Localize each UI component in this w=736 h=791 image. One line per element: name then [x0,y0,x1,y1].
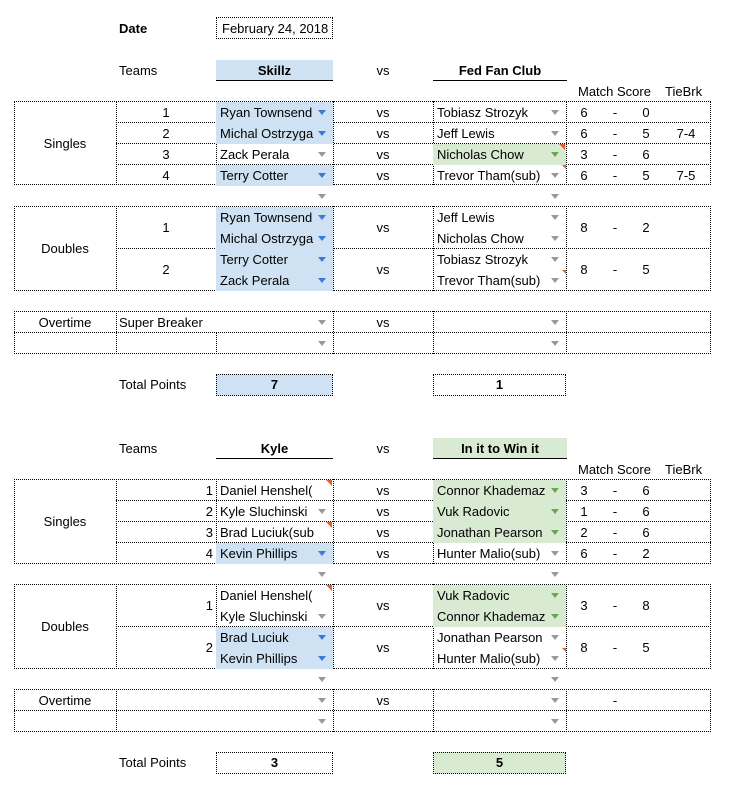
match-score-header: Match Score [578,84,651,99]
dropdown-arrow-icon[interactable] [318,194,326,199]
dropdown-arrow-icon[interactable] [551,257,559,262]
player-name: Nicholas Chow [437,147,524,162]
away-player-select[interactable] [433,165,566,186]
score-dash: - [612,126,618,141]
dropdown-arrow-icon[interactable] [318,110,326,115]
home-team-cell[interactable]: Skillz [216,60,333,81]
score-dash: - [612,640,618,655]
home-player-select[interactable] [216,270,333,291]
player-name: Tobiasz Strozyk [437,105,529,120]
dropdown-arrow-icon[interactable] [551,488,559,493]
player-name: Connor Khademaz [437,483,546,498]
comment-marker-icon [326,585,332,591]
vs-label: vs [376,262,390,277]
dropdown-arrow-icon[interactable] [551,677,559,682]
teams-label: Teams [119,441,158,456]
vs-label: vs [376,63,390,78]
score-dash: - [612,598,618,613]
overtime-type-select[interactable] [116,312,333,333]
match-number: 1 [205,598,213,613]
away-player-select[interactable] [433,606,566,627]
dropdown-arrow-icon[interactable] [318,278,326,283]
vs-label: vs [376,525,390,540]
dropdown-arrow-icon[interactable] [551,635,559,640]
home-player-select[interactable] [216,207,333,228]
player-name: Zack Perala [220,147,290,162]
home-player-select[interactable] [216,648,333,669]
score-home[interactable]: 3 [580,598,588,613]
score-home[interactable]: 8 [580,262,588,277]
player-name: Trevor Tham(sub) [437,168,541,183]
dropdown-arrow-icon[interactable] [318,635,326,640]
player-name: Connor Khademaz [437,609,546,624]
dropdown-arrow-icon[interactable] [551,173,559,178]
score-away[interactable]: 2 [642,546,650,561]
player-name: Vuk Radovic [437,588,510,603]
match-score-header: Match Score [578,462,651,477]
home-player-select[interactable] [216,165,333,186]
match-number: 4 [162,168,170,183]
away-total-points: 1 [433,374,566,396]
date-field[interactable] [216,17,333,39]
tiebreak-header: TieBrk [665,462,703,477]
score-home[interactable]: 1 [580,504,588,519]
away-player-select[interactable] [433,123,566,144]
away-player-select[interactable] [433,543,566,564]
vs-label: vs [376,147,390,162]
away-player-select[interactable] [433,270,566,291]
dropdown-arrow-icon[interactable] [318,131,326,136]
player-name: Ryan Townsend [220,105,313,120]
tiebreak-header: TieBrk [665,84,703,99]
player-name: Michal Ostrzyga [220,231,314,246]
score-home[interactable]: 6 [580,546,588,561]
score-dash: - [612,105,618,120]
dropdown-arrow-icon[interactable] [318,236,326,241]
match-number: 4 [205,546,213,561]
score-dash: - [612,220,618,235]
dropdown-arrow-icon[interactable] [318,215,326,220]
score-away[interactable]: 5 [642,126,650,141]
overtime-label: Overtime [38,693,92,708]
dropdown-arrow-icon[interactable] [551,236,559,241]
dropdown-arrow-icon[interactable] [318,677,326,682]
player-name: Brad Luciuk(sub [220,525,314,540]
player-name: Terry Cotter [220,168,288,183]
dropdown-arrow-icon[interactable] [551,341,559,346]
vs-label: vs [376,504,390,519]
vs-label: vs [376,441,390,456]
away-player-select[interactable] [433,480,566,501]
dropdown-arrow-icon[interactable] [551,320,559,325]
total-points-label: Total Points [119,755,187,770]
away-player-select[interactable] [433,228,566,249]
score-away[interactable]: 5 [642,262,650,277]
home-team-cell[interactable]: Kyle [216,438,333,459]
doubles-label: Doubles [41,241,89,256]
away-team-cell[interactable]: In it to Win it [433,438,567,459]
home-player-select[interactable] [216,102,333,123]
score-dash: - [612,546,618,561]
score-away[interactable]: 6 [642,525,650,540]
doubles-label: Doubles [41,619,89,634]
score-home[interactable]: 3 [580,483,588,498]
dropdown-arrow-icon[interactable] [318,719,326,724]
dropdown-arrow-icon[interactable] [318,173,326,178]
match-number: 2 [162,262,170,277]
home-player-select[interactable] [216,606,333,627]
tiebreak-score[interactable]: 7-5 [676,168,696,183]
comment-marker-icon [560,648,566,652]
date-label: Date [119,21,148,36]
score-dash: - [612,168,618,183]
vs-label: vs [376,105,390,120]
home-player-select[interactable] [216,543,333,564]
comment-marker-icon [560,165,566,169]
dropdown-arrow-icon[interactable] [551,530,559,535]
dropdown-arrow-icon[interactable] [551,614,559,619]
player-name: Jeff Lewis [437,210,495,225]
player-name: Kyle Sluchinski [220,609,308,624]
player-name: Zack Perala [220,273,290,288]
dropdown-arrow-icon[interactable] [551,572,559,577]
score-away[interactable]: 8 [642,598,650,613]
tiebreak-score[interactable]: 7-4 [676,126,696,141]
comment-marker-icon [559,144,565,150]
dropdown-arrow-icon[interactable] [551,698,559,703]
overtime-label: Overtime [38,315,92,330]
vs-label: vs [376,168,390,183]
dropdown-arrow-icon[interactable] [551,719,559,724]
score-dash: - [612,693,618,708]
score-away[interactable]: 6 [642,147,650,162]
date-value: February 24, 2018 [222,21,329,36]
away-player-select[interactable] [433,501,566,522]
dropdown-arrow-icon[interactable] [551,551,559,556]
away-player-select[interactable] [433,648,566,669]
score-away[interactable]: 5 [642,640,650,655]
score-dash: - [612,147,618,162]
dropdown-arrow-icon[interactable] [551,278,559,283]
dropdown-arrow-icon[interactable] [318,614,326,619]
vs-label: vs [376,220,390,235]
score-away[interactable]: 5 [642,168,650,183]
dropdown-arrow-icon[interactable] [551,194,559,199]
dropdown-arrow-icon[interactable] [318,341,326,346]
vs-label: vs [376,483,390,498]
dropdown-arrow-icon[interactable] [318,509,326,514]
away-player-select[interactable] [433,522,566,543]
score-away[interactable]: 6 [642,483,650,498]
player-name: Daniel Henshel( [220,588,313,603]
player-name: Hunter Malio(sub) [437,546,541,561]
singles-label: Singles [43,136,87,151]
player-name: Ryan Townsend [220,210,313,225]
dropdown-arrow-icon[interactable] [318,152,326,157]
score-away[interactable]: 2 [642,220,650,235]
player-name: Trevor Tham(sub) [437,273,541,288]
home-total-points: 3 [216,752,333,774]
match-number: 1 [162,105,170,120]
score-home[interactable]: 6 [580,126,588,141]
home-player-select[interactable] [216,627,333,648]
home-total-points: 7 [216,374,333,396]
match-number: 2 [205,640,213,655]
away-player-select[interactable] [433,249,566,270]
score-home[interactable]: 3 [580,147,588,162]
player-name: Daniel Henshel( [220,483,313,498]
comment-marker-icon [326,480,332,486]
overtime-type: Super Breaker [119,315,203,330]
vs-label: vs [376,640,390,655]
player-name: Kyle Sluchinski [220,504,308,519]
teams-label: Teams [119,63,158,78]
home-player-select[interactable] [216,480,333,501]
player-name: Kevin Phillips [220,651,298,666]
score-dash: - [612,504,618,519]
home-player-select[interactable] [216,501,333,522]
comment-marker-icon [560,270,566,274]
home-player-select[interactable] [216,228,333,249]
player-name: Jonathan Pearson [437,630,543,645]
dropdown-arrow-icon[interactable] [551,152,559,157]
player-name: Nicholas Chow [437,231,524,246]
dropdown-arrow-icon[interactable] [318,698,326,703]
match-number: 2 [162,126,170,141]
score-home[interactable]: 6 [580,168,588,183]
score-away[interactable]: 6 [642,504,650,519]
home-player-select[interactable] [216,144,333,165]
score-home[interactable]: 2 [580,525,588,540]
vs-label: vs [376,315,390,330]
singles-label: Singles [43,514,87,529]
score-dash: - [612,483,618,498]
total-points-label: Total Points [119,377,187,392]
dropdown-arrow-icon[interactable] [551,131,559,136]
dropdown-arrow-icon[interactable] [551,215,559,220]
match-number: 1 [205,483,213,498]
away-player-select[interactable] [433,207,566,228]
match-number: 3 [162,147,170,162]
vs-label: vs [376,693,390,708]
player-name: Tobiasz Strozyk [437,252,529,267]
dropdown-arrow-icon[interactable] [318,572,326,577]
player-name: Terry Cotter [220,252,288,267]
home-player-select[interactable] [216,123,333,144]
away-player-select[interactable] [433,627,566,648]
vs-label: vs [376,126,390,141]
player-name: Brad Luciuk [220,630,289,645]
vs-label: vs [376,598,390,613]
dropdown-arrow-icon[interactable] [551,656,559,661]
vs-label: vs [376,546,390,561]
player-name: Vuk Radovic [437,504,510,519]
score-home[interactable]: 8 [580,220,588,235]
home-player-select[interactable] [216,249,333,270]
match-number: 3 [205,525,213,540]
dropdown-arrow-icon[interactable] [318,320,326,325]
away-player-select[interactable] [433,102,566,123]
score-home[interactable]: 6 [580,105,588,120]
dropdown-arrow-icon[interactable] [551,110,559,115]
player-name: Kevin Phillips [220,546,298,561]
comment-marker-icon [326,522,332,528]
dropdown-arrow-icon[interactable] [318,656,326,661]
match-number: 2 [205,504,213,519]
away-player-select[interactable] [433,585,566,606]
player-name: Hunter Malio(sub) [437,651,541,666]
dropdown-arrow-icon[interactable] [318,257,326,262]
score-dash: - [612,262,618,277]
away-player-select[interactable] [433,144,566,165]
player-name: Jonathan Pearson [437,525,543,540]
score-home[interactable]: 8 [580,640,588,655]
away-team-cell[interactable]: Fed Fan Club [433,60,567,81]
away-total-points: 5 [433,752,566,774]
home-player-select[interactable] [216,522,333,543]
player-name: Michal Ostrzyga [220,126,314,141]
score-away[interactable]: 0 [642,105,650,120]
match-number: 1 [162,220,170,235]
dropdown-arrow-icon[interactable] [318,551,326,556]
player-name: Jeff Lewis [437,126,495,141]
score-dash: - [612,525,618,540]
home-player-select[interactable] [216,585,333,606]
dropdown-arrow-icon[interactable] [551,509,559,514]
dropdown-arrow-icon[interactable] [551,593,559,598]
